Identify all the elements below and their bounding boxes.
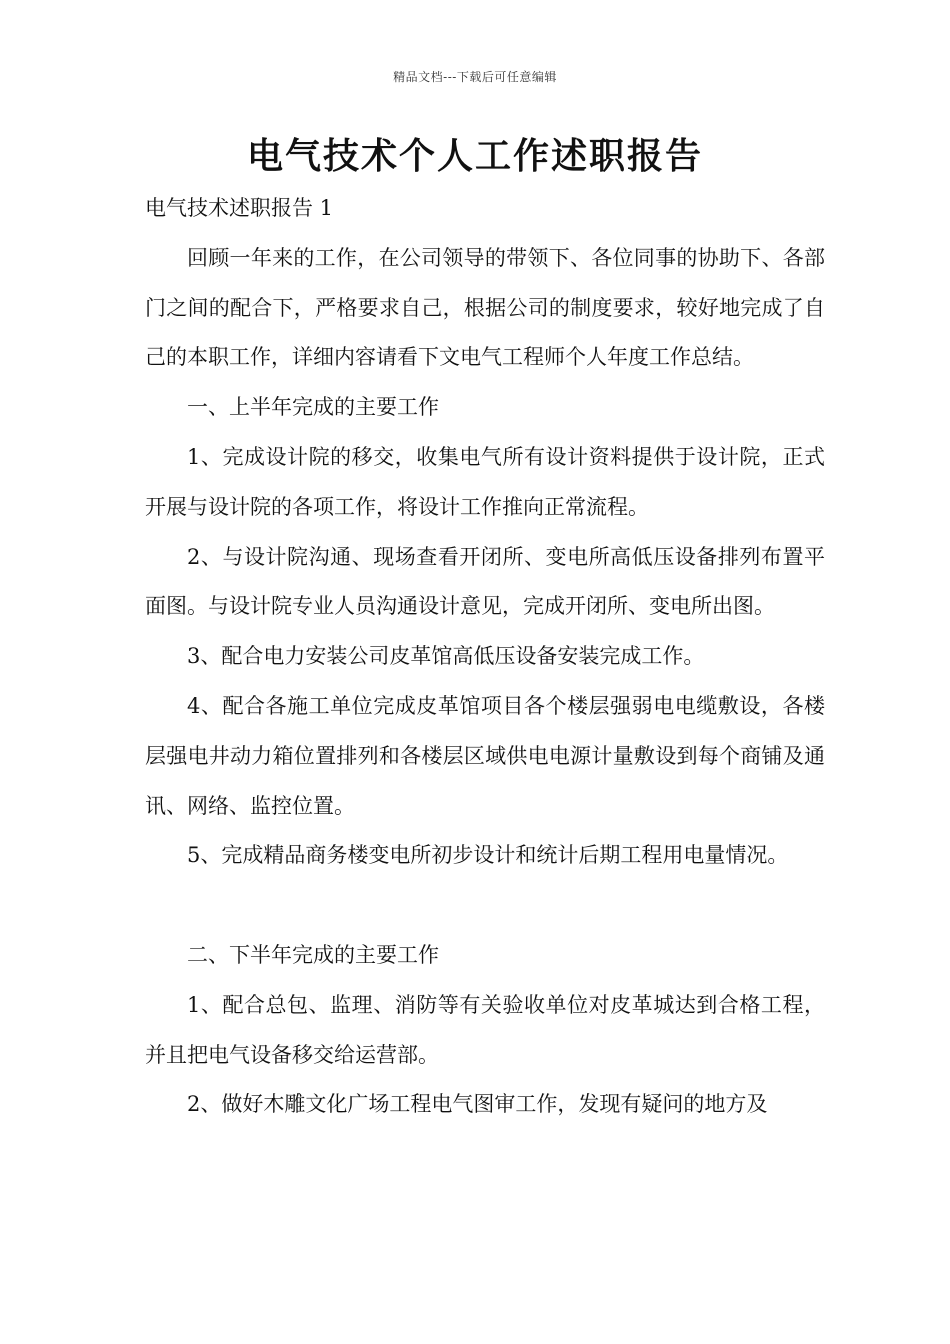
section1-item-2: 2、与设计院沟通、现场查看开闭所、变电所高低压设备排列布置平面图。与设计院专业人员沟通设计意见，完成开闭所、变电所出图。 xyxy=(145,544,825,619)
paragraph-spacer xyxy=(145,881,825,931)
section1-item-5: 5、完成精品商务楼变电所初步设计和统计后期工程用电量情况。 xyxy=(187,843,789,868)
intro-paragraph: 回顾一年来的工作，在公司领导的带领下、各位同事的协助下、各部门之间的配合下，严格要求自己，根据公司的制度要求，较好地完成了自己的本职工作，详细内容请看下文电气工程师个人年度工作总结。 xyxy=(145,245,825,370)
section1-item-1: 1、完成设计院的移交，收集电气所有设计资料提供于设计院，正式开展与设计院的各项工作，将设计工作推向正常流程。 xyxy=(145,444,825,519)
section2-item-1: 1、配合总包、监理、消防等有关验收单位对皮革城达到合格工程，并且把电气设备移交给运营部。 xyxy=(145,992,825,1067)
header-note: 精品文档---下载后可任意编辑 xyxy=(393,70,557,84)
section2-item-2: 2、做好木雕文化广场工程电气图审工作，发现有疑问的地方及 xyxy=(187,1092,768,1117)
section1-item-3: 3、配合电力安装公司皮革馆高低压设备安装完成工作。 xyxy=(187,644,705,669)
section1-item-4: 4、配合各施工单位完成皮革馆项目各个楼层强弱电电缆敷设，各楼层强电井动力箱位置排列和各楼层区域供电电源计量敷设到每个商铺及通讯、网络、监控位置。 xyxy=(145,693,825,818)
document-body xyxy=(145,184,825,1130)
section-heading-first-half: 一、上半年完成的主要工作 xyxy=(187,395,439,420)
report-subtitle: 电气技术述职报告 1 xyxy=(145,196,334,220)
section-heading-second-half: 二、下半年完成的主要工作 xyxy=(187,942,439,967)
document-title: 电气技术个人工作述职报告 xyxy=(246,135,703,177)
